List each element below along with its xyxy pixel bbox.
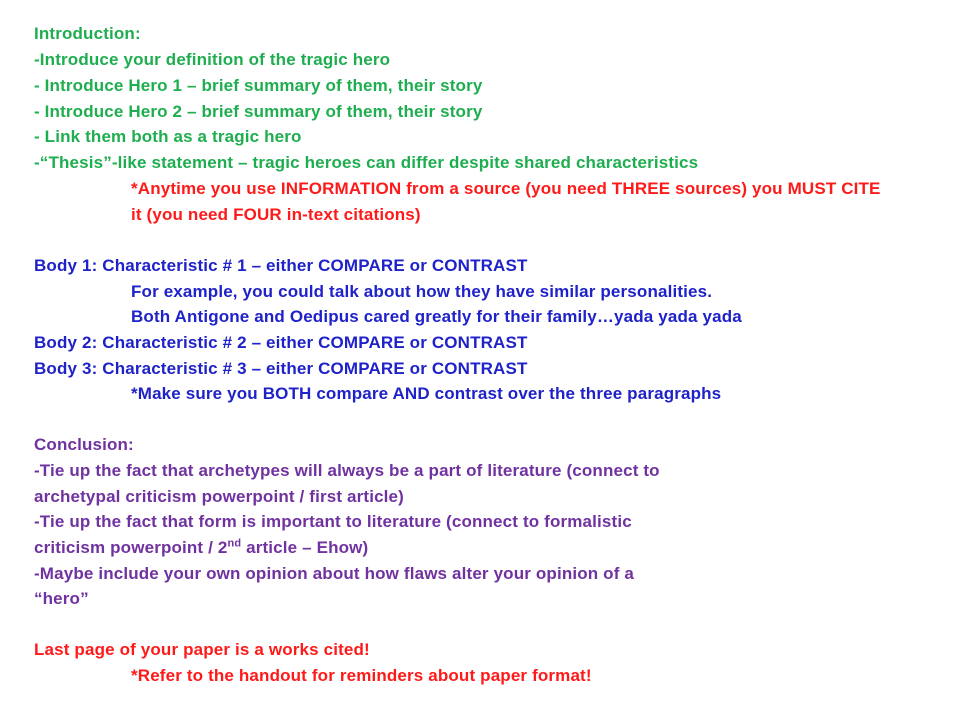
conclusion-item-1-line-1: -Tie up the fact that archetypes will always be a part of literature (connect to xyxy=(34,461,660,480)
body-1-heading: Body 1: Characteristic # 1 – either COMPARE or CONTRAST xyxy=(34,256,528,275)
conclusion-item-3-line-2: “hero” xyxy=(34,589,89,608)
intro-item-thesis: -“Thesis”-like statement – tragic heroes can differ despite shared characteristics xyxy=(34,153,699,172)
intro-heading: Introduction: xyxy=(34,24,141,43)
conclusion-item-2-line-2 xyxy=(34,536,368,560)
citation-note-line-1: *Anytime you use INFORMATION from a source (you need THREE sources) you MUST CITE xyxy=(131,179,881,198)
conclusion-item-2-line-1: -Tie up the fact that form is important to literature (connect to formalistic xyxy=(34,512,632,531)
conclusion-item-2-text-end: article – Ehow) xyxy=(241,538,369,557)
citation-note-line-2: it (you need FOUR in-text citations) xyxy=(131,205,421,224)
intro-item-hero-1: - Introduce Hero 1 – brief summary of them, their story xyxy=(34,76,483,95)
intro-item-definition: -Introduce your definition of the tragic hero xyxy=(34,50,391,69)
body-example-line-1: For example, you could talk about how they have similar personalities. xyxy=(131,282,713,301)
works-cited-line: Last page of your paper is a works cited! xyxy=(34,640,370,659)
body-3-heading: Body 3: Characteristic # 3 – either COMPARE or CONTRAST xyxy=(34,359,528,378)
conclusion-heading: Conclusion: xyxy=(34,435,134,454)
conclusion-item-1-line-2: archetypal criticism powerpoint / first article) xyxy=(34,487,404,506)
intro-item-hero-2: - Introduce Hero 2 – brief summary of them, their story xyxy=(34,102,483,121)
body-example-line-2: Both Antigone and Oedipus cared greatly for their family…yada yada yada xyxy=(131,307,742,326)
ordinal-superscript: nd xyxy=(227,537,242,550)
body-2-heading: Body 2: Characteristic # 2 – either COMPARE or CONTRAST xyxy=(34,333,528,352)
format-reminder-note: *Refer to the handout for reminders about paper format! xyxy=(131,666,592,685)
conclusion-item-2-text: criticism powerpoint / 2 xyxy=(34,538,228,557)
intro-item-link: - Link them both as a tragic hero xyxy=(34,127,302,146)
body-compare-contrast-note: *Make sure you BOTH compare AND contrast over the three paragraphs xyxy=(131,384,722,403)
conclusion-item-3-line-1: -Maybe include your own opinion about how flaws alter your opinion of a xyxy=(34,564,634,583)
